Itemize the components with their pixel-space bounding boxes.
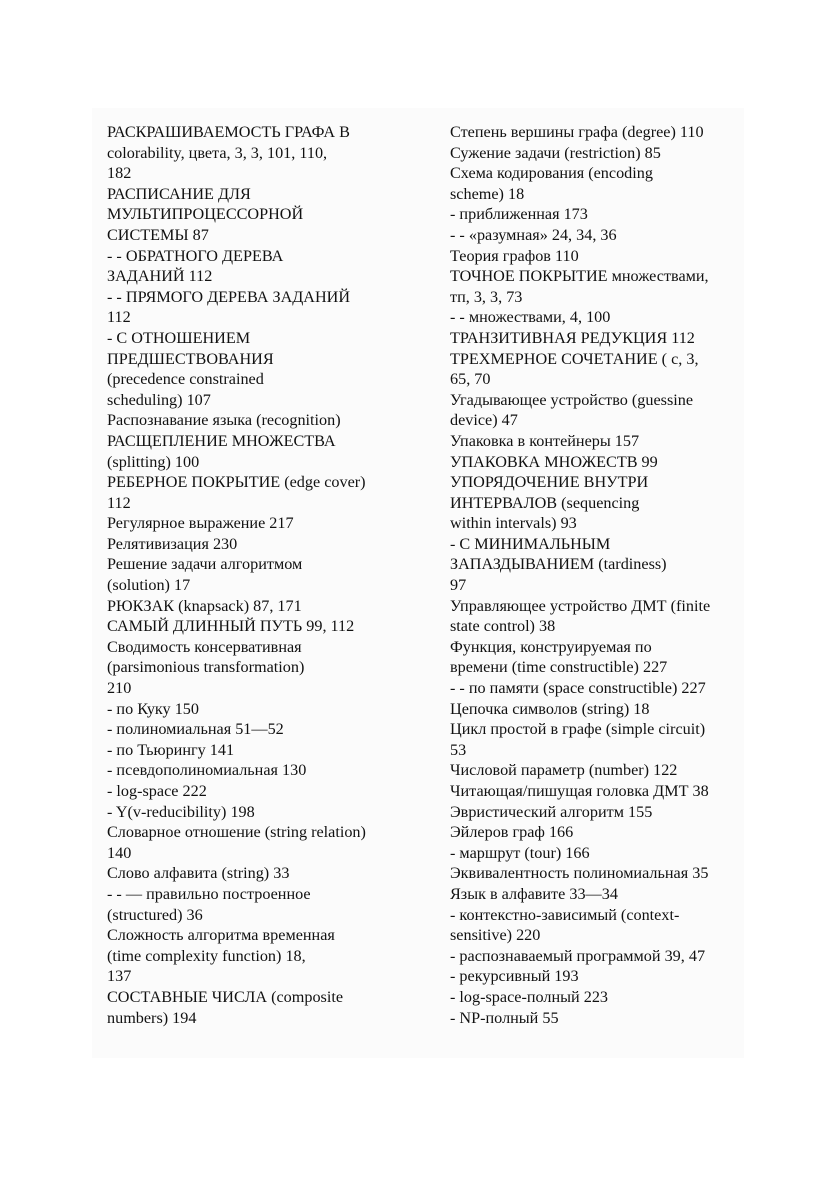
index-entry (107, 616, 402, 637)
index-entry (107, 740, 402, 761)
index-entry (107, 328, 402, 410)
index-entry-term: Слово алфавита (string) 33 (107, 864, 290, 883)
index-entry-term: - маршрут (tour) 166 (450, 843, 590, 862)
index-entry (107, 596, 402, 617)
index-entry (107, 699, 402, 720)
index-entry (450, 719, 742, 760)
index-entry (450, 143, 742, 164)
index-entry-continuation: ЗАДАНИЙ 112 (107, 267, 213, 286)
index-entry-term: РАСПИСАНИЕ ДЛЯ (107, 184, 251, 203)
index-entry-continuation: 112 (107, 308, 131, 327)
index-entry (450, 534, 742, 596)
index-entry (450, 884, 742, 905)
index-entry-term: СОСТАВНЫЕ ЧИСЛА (composite (107, 987, 344, 1006)
index-entry-term: - по Тьюрингу 141 (107, 740, 235, 759)
index-entry (450, 863, 742, 884)
index-entry (450, 163, 742, 204)
index-entry-term: - Y(v-reducibility) 198 (107, 802, 255, 821)
index-entry-continuation: scheme) 18 (450, 184, 525, 203)
index-entry (450, 122, 742, 143)
index-entry (107, 822, 402, 863)
index-entry-continuation: 97 (450, 576, 467, 595)
index-entry-continuation: (precedence constrained (107, 370, 264, 389)
index-entry-term: - С ОТНОШЕНИЕМ (107, 328, 251, 347)
index-entry (107, 246, 402, 287)
index-entry-term: Словарное отношение (string relation) (107, 823, 366, 842)
index-column-right (450, 122, 742, 1028)
index-entry (107, 431, 402, 472)
index-entry (450, 1008, 742, 1029)
index-entry-term: РАСКРАШИВАЕМОСТЬ ГРАФА В (107, 123, 350, 141)
index-entry (450, 452, 742, 473)
index-entry-term: Эквивалентность полиномиальная 35 (450, 864, 709, 883)
index-entry-term: Сужение задачи (restriction) 85 (450, 143, 661, 162)
index-entry-term: ТОЧНОЕ ПОКРЫТИЕ множествами, (450, 267, 709, 286)
index-entry (107, 760, 402, 781)
index-entry-term: Релятивизация 230 (107, 534, 238, 553)
index-entry (450, 390, 742, 431)
index-entry-continuation: state control) 38 (450, 617, 556, 636)
index-entry-term: - - ПРЯМОГО ДЕРЕВА ЗАДАНИЙ (107, 287, 351, 306)
index-entry (107, 534, 402, 555)
index-entry-continuation: тп, 3, 3, 73 (450, 287, 523, 306)
index-entry-continuation: 140 (107, 843, 132, 862)
index-entry-term: - распознаваемый программой 39, 47 (450, 946, 706, 965)
index-entry-term: - С МИНИМАЛЬНЫМ (450, 534, 611, 553)
index-entry-term: Схема кодирования (encoding (450, 164, 653, 183)
index-entry (450, 204, 742, 225)
index-entry-term: Упаковка в контейнеры 157 (450, 431, 640, 450)
index-entry-continuation: colorability, цвета, 3, 3, 101, 110, (107, 143, 328, 162)
index-entry-term: Степень вершины графа (degree) 110 (450, 123, 704, 141)
index-entry (450, 349, 742, 390)
index-entry-continuation: МУЛЬТИПРОЦЕССОРНОЙ (107, 205, 304, 224)
index-entry-term: - - ОБРАТНОГО ДЕРЕВА (107, 246, 284, 265)
index-entry (450, 822, 742, 843)
index-entry-continuation: ИНТЕРВАЛОВ (sequencing (450, 493, 640, 512)
index-entry (450, 431, 742, 452)
index-entry-continuation: 182 (107, 164, 132, 183)
index-entry-term: УПАКОВКА МНОЖЕСТВ 99 (450, 452, 658, 471)
index-entry (107, 719, 402, 740)
index-entry-term: САМЫЙ ДЛИННЫЙ ПУТЬ 99, 112 (107, 617, 355, 636)
index-entry (107, 802, 402, 823)
index-entry-term: Читающая/пишущая головка ДМТ 38 (450, 782, 709, 800)
index-entry-continuation: 53 (450, 740, 467, 759)
index-entry-term: Управляющее устройство ДМТ (finite (450, 596, 711, 615)
index-entry (107, 884, 402, 925)
index-entry-continuation: СИСТЕМЫ 87 (107, 225, 209, 244)
index-entry-continuation: (time complexity function) 18, (107, 946, 306, 965)
index-entry-term: - полиномиальная 51—52 (107, 720, 284, 739)
index-entry-term: ТРАНЗИТИВНАЯ РЕДУКЦИЯ 112 (450, 328, 695, 347)
index-entry-term: Цикл простой в графе (simple circuit) (450, 720, 706, 739)
index-entry (107, 287, 402, 328)
index-entry-term: РЕБЕРНОЕ ПОКРЫТИЕ (edge cover) (107, 473, 366, 492)
index-column-left (107, 122, 402, 1028)
index-entry (107, 637, 402, 699)
index-entry-term: Теория графов 110 (450, 246, 579, 265)
index-entry (107, 410, 402, 431)
index-entry-term: Регулярное выражение 217 (107, 514, 294, 533)
index-entry (107, 472, 402, 513)
index-entry-term: - - множествами, 4, 100 (450, 308, 611, 327)
index-entry-continuation: (solution) 17 (107, 576, 191, 595)
index-entry-continuation: device) 47 (450, 411, 518, 430)
index-entry (450, 699, 742, 720)
index-entry-continuation: 210 (107, 679, 132, 698)
index-entry-continuation: within intervals) 93 (450, 514, 577, 533)
index-entry (450, 328, 742, 349)
index-entry (450, 843, 742, 864)
index-entry-term: Числовой параметр (number) 122 (450, 761, 678, 780)
index-entry (450, 246, 742, 267)
index-entry-continuation: (structured) 36 (107, 905, 203, 924)
index-entry (107, 987, 402, 1028)
index-entry-term: - контекстно-зависимый (context- (450, 905, 680, 924)
index-entry-continuation: scheduling) 107 (107, 390, 211, 409)
index-entry (450, 760, 742, 781)
index-entry (450, 225, 742, 246)
index-entry (107, 122, 402, 184)
index-entry (450, 905, 742, 946)
index-entry (450, 802, 742, 823)
index-entry-term: - log-space-полный 223 (450, 987, 609, 1006)
index-entry (450, 596, 742, 637)
index-entry-term: РЮКЗАК (knapsack) 87, 171 (107, 596, 302, 615)
index-entry-term: - псевдополиномиальная 130 (107, 761, 307, 780)
index-entry (450, 307, 742, 328)
index-entry (450, 266, 742, 307)
index-entry-continuation: sensitive) 220 (450, 926, 541, 945)
index-entry (450, 472, 742, 534)
index-entry (450, 987, 742, 1008)
index-entry-term: - - по памяти (space constructible) 227 (450, 679, 706, 698)
index-entry-term: Функция, конструируемая по (450, 637, 652, 656)
index-entry-continuation: времени (time constructible) 227 (450, 658, 668, 677)
index-entry-continuation: 137 (107, 967, 132, 986)
index-entry (450, 678, 742, 699)
index-entry-term: Решение задачи алгоритмом (107, 555, 303, 574)
index-entry-term: ТРЕХМЕРНОЕ СОЧЕТАНИЕ ( с, 3, (450, 349, 699, 368)
index-entry-term: Эвристический алгоритм 155 (450, 802, 653, 821)
index-entry-term: Сложность алгоритма временная (107, 926, 335, 945)
index-entry-continuation: ЗАПАЗДЫВАНИЕМ (tardiness) (450, 555, 667, 574)
index-entry-term: УПОРЯДОЧЕНИЕ ВНУТРИ (450, 473, 649, 492)
index-entry-continuation: ПРЕДШЕСТВОВАНИЯ (107, 349, 274, 368)
index-entry (107, 184, 402, 246)
index-entry-term: РАСЩЕПЛЕНИЕ МНОЖЕСТВА (107, 431, 336, 450)
index-entry (450, 781, 742, 802)
index-entry-continuation: 65, 70 (450, 370, 491, 389)
index-entry (107, 554, 402, 595)
index-entry (107, 513, 402, 534)
index-entry (450, 966, 742, 987)
index-entry (107, 863, 402, 884)
index-entry-continuation: (splitting) 100 (107, 452, 200, 471)
index-entry-continuation: (parsimonious transformation) (107, 658, 305, 677)
index-entry (107, 925, 402, 987)
index-entry-continuation: numbers) 194 (107, 1008, 197, 1027)
index-entry-term: - - — правильно построенное (107, 884, 311, 903)
index-entry-continuation: 112 (107, 493, 131, 512)
index-entry-term: Угадывающее устройство (guessine (450, 390, 694, 409)
index-entry-term: Сводимость консервативная (107, 637, 302, 656)
index-entry (450, 946, 742, 967)
index-entry-term: Цепочка символов (string) 18 (450, 699, 650, 718)
index-entry-term: - - «разумная» 24, 34, 36 (450, 225, 617, 244)
index-entry-term: - рекурсивный 193 (450, 967, 579, 986)
index-entry-term: - log-space 222 (107, 782, 207, 800)
index-entry-term: Распознавание языка (recognition) (107, 411, 341, 430)
index-entry-term: - приближенная 173 (450, 205, 588, 224)
index-entry-term: Эйлеров граф 166 (450, 823, 574, 842)
index-entry-term: Язык в алфавите 33—34 (450, 884, 618, 903)
index-entry-term: - NP-полный 55 (450, 1008, 559, 1027)
index-entry (450, 637, 742, 678)
index-entry (107, 781, 402, 802)
index-entry-term: - по Куку 150 (107, 699, 199, 718)
